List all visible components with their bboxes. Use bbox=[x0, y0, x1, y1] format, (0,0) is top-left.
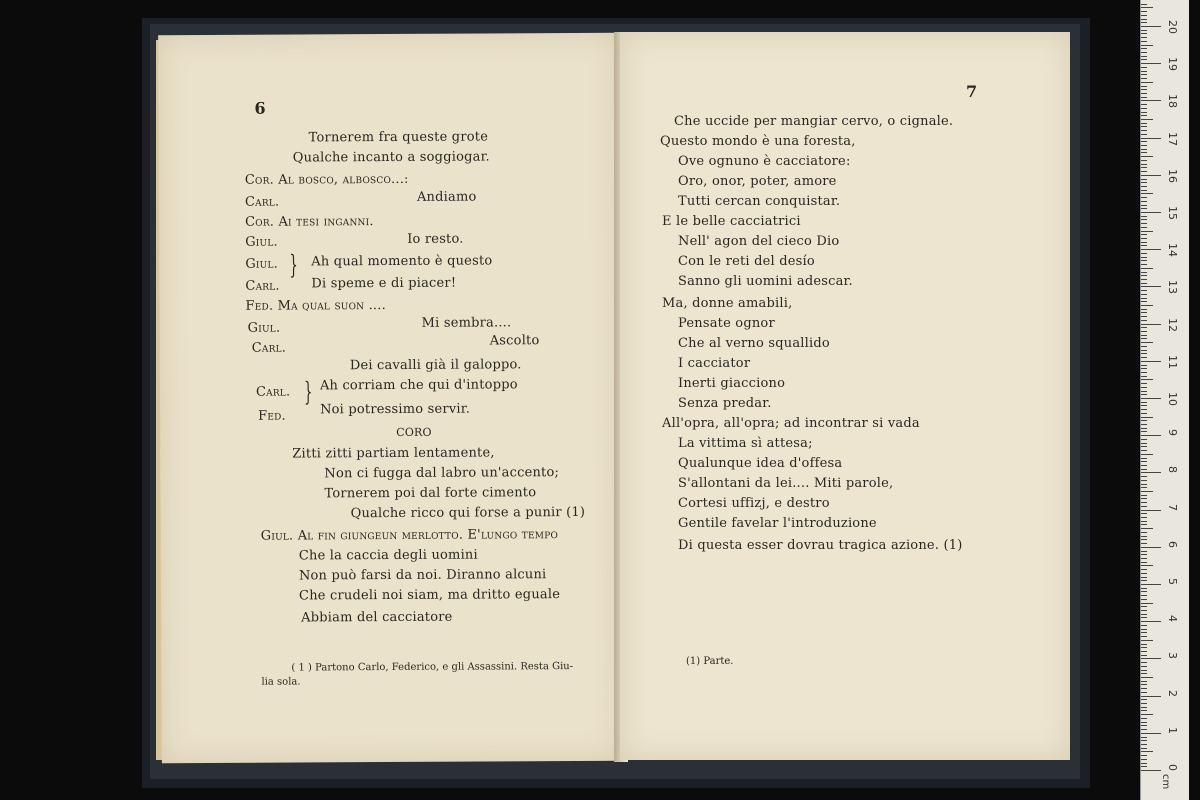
speaker-line: Cor. Al bosco, albosco...: bbox=[244, 171, 409, 188]
verse-line: Ascolto bbox=[489, 333, 540, 349]
verse-line: Cortesi uffizj, e destro bbox=[678, 496, 830, 511]
ruler-tick bbox=[1141, 673, 1147, 674]
ruler-tick bbox=[1141, 551, 1147, 552]
ruler-tick bbox=[1141, 439, 1147, 440]
ruler-tick bbox=[1141, 223, 1147, 224]
ruler-tick bbox=[1141, 640, 1153, 641]
ruler-tick bbox=[1141, 93, 1147, 94]
ruler-tick bbox=[1141, 684, 1147, 685]
ruler-tick bbox=[1141, 320, 1147, 321]
ruler-tick bbox=[1141, 59, 1147, 60]
ruler-tick bbox=[1141, 703, 1147, 704]
ruler-tick bbox=[1141, 521, 1147, 522]
ruler-tick bbox=[1141, 186, 1147, 187]
ruler-tick bbox=[1141, 257, 1147, 258]
ruler-tick bbox=[1141, 677, 1153, 678]
verse-line: Nell' agon del cieco Dio bbox=[678, 234, 840, 249]
verse-line: Che crudeli noi siam, ma dritto eguale bbox=[298, 587, 561, 604]
ruler-tick bbox=[1141, 595, 1147, 596]
verse-line: Qualche ricco qui forse a punir (1) bbox=[350, 504, 586, 522]
ruler-tick bbox=[1141, 647, 1147, 648]
ruler-tick bbox=[1141, 283, 1147, 284]
ruler-tick bbox=[1141, 201, 1147, 202]
ruler-tick bbox=[1141, 517, 1147, 518]
chorus-heading: CORO bbox=[396, 425, 432, 439]
ruler-number: 9 bbox=[1166, 429, 1179, 437]
ruler-tick bbox=[1141, 424, 1147, 425]
ruler-tick bbox=[1141, 584, 1161, 585]
ruler-tick bbox=[1141, 591, 1147, 592]
ruler-tick bbox=[1141, 272, 1147, 273]
ruler-tick bbox=[1141, 279, 1147, 280]
ruler-tick bbox=[1141, 670, 1147, 671]
ruler-tick bbox=[1141, 644, 1147, 645]
ruler-tick bbox=[1141, 123, 1147, 124]
ruler-tick bbox=[1141, 688, 1147, 689]
verse-line: Sanno gli uomini adescar. bbox=[678, 274, 853, 289]
ruler-tick bbox=[1141, 346, 1147, 347]
ruler-tick bbox=[1141, 435, 1161, 436]
ruler-number: 20 bbox=[1166, 20, 1179, 34]
ruler-tick bbox=[1141, 510, 1161, 511]
ruler-tick bbox=[1141, 108, 1147, 109]
ruler-tick bbox=[1141, 651, 1147, 652]
verse-line: S'allontani da lei.... Miti parole, bbox=[678, 476, 894, 491]
verse-line: Mi sembra.... bbox=[421, 315, 512, 331]
verse-line: Tornerem fra queste grote bbox=[308, 129, 489, 146]
ruler-tick bbox=[1141, 454, 1153, 455]
ruler-tick bbox=[1141, 696, 1161, 697]
ruler-tick bbox=[1141, 402, 1147, 403]
ruler-tick bbox=[1141, 759, 1147, 760]
ruler-tick bbox=[1141, 610, 1147, 611]
verse-line: Qualunque idea d'offesa bbox=[678, 456, 843, 471]
ruler-tick bbox=[1141, 748, 1147, 749]
ruler-number: 1 bbox=[1166, 726, 1179, 734]
ruler-tick bbox=[1141, 547, 1161, 548]
ruler-tick bbox=[1141, 71, 1147, 72]
ruler-tick bbox=[1141, 22, 1147, 23]
ruler-tick bbox=[1141, 33, 1147, 34]
ruler-number: 6 bbox=[1166, 540, 1179, 548]
ruler-tick bbox=[1141, 97, 1147, 98]
ruler-tick bbox=[1141, 171, 1147, 172]
ruler-tick bbox=[1141, 160, 1147, 161]
ruler-tick bbox=[1141, 167, 1147, 168]
verse-line: Tutti cercan conquistar. bbox=[678, 194, 841, 209]
ruler-tick bbox=[1141, 725, 1147, 726]
ruler-tick bbox=[1141, 539, 1147, 540]
ruler-tick bbox=[1141, 74, 1147, 75]
ruler-tick bbox=[1141, 208, 1147, 209]
ruler-tick bbox=[1141, 543, 1147, 544]
ruler-number: 3 bbox=[1166, 652, 1179, 660]
ruler-tick bbox=[1141, 569, 1147, 570]
ruler-tick bbox=[1141, 30, 1147, 31]
ruler-tick bbox=[1141, 532, 1147, 533]
ruler-tick bbox=[1141, 216, 1147, 217]
verse-line: Andiamo bbox=[416, 189, 477, 205]
ruler-tick bbox=[1141, 331, 1147, 332]
ruler-tick bbox=[1141, 461, 1147, 462]
ruler-tick bbox=[1141, 506, 1147, 507]
ruler-tick bbox=[1141, 565, 1153, 566]
verse-line: Qualche incanto a soggiogar. bbox=[292, 149, 490, 166]
verse-line: Noi potressimo servir. bbox=[320, 401, 471, 418]
ruler-tick bbox=[1141, 368, 1147, 369]
ruler-number: 8 bbox=[1166, 466, 1179, 474]
verse-line: Zitti zitti partiam lentamente, bbox=[292, 445, 495, 462]
ruler-tick bbox=[1141, 301, 1147, 302]
ruler-number: 12 bbox=[1166, 317, 1179, 332]
ruler-tick bbox=[1141, 41, 1147, 42]
ruler-tick bbox=[1141, 495, 1147, 496]
ruler-number: 14 bbox=[1166, 243, 1179, 258]
speaker-line: Giul. Al fin giungeun merlotto. E'lungo tempo bbox=[260, 527, 559, 544]
ruler-tick bbox=[1141, 298, 1147, 299]
page-number: 7 bbox=[966, 82, 978, 101]
ruler-tick bbox=[1141, 394, 1147, 395]
ruler-tick bbox=[1141, 312, 1147, 313]
ruler-tick bbox=[1141, 528, 1153, 529]
ruler-tick bbox=[1141, 398, 1161, 399]
ruler-tick bbox=[1141, 636, 1147, 637]
ruler-tick bbox=[1141, 231, 1153, 232]
ruler-tick bbox=[1141, 104, 1147, 105]
verse-line: Tornerem poi dal forte cimento bbox=[324, 485, 537, 502]
ruler-tick bbox=[1141, 234, 1147, 235]
verse-line: Io resto. bbox=[407, 231, 464, 247]
ruler-tick bbox=[1141, 603, 1153, 604]
ruler-tick bbox=[1141, 86, 1147, 87]
verse-line: La vittima sì attesa; bbox=[678, 436, 813, 451]
ruler-tick bbox=[1141, 562, 1147, 563]
ruler-tick bbox=[1141, 431, 1147, 432]
ruler-tick bbox=[1141, 465, 1147, 466]
ruler-tick bbox=[1141, 260, 1147, 261]
ruler-tick bbox=[1141, 744, 1147, 745]
ruler-tick bbox=[1141, 152, 1147, 153]
ruler-tick bbox=[1141, 335, 1147, 336]
ruler-tick bbox=[1141, 11, 1147, 12]
ruler-tick bbox=[1141, 338, 1147, 339]
ruler-tick bbox=[1141, 238, 1147, 239]
verse-line: Ma, donne amabili, bbox=[662, 296, 793, 311]
speaker-name: Carl. bbox=[244, 194, 280, 210]
verse-line: Ah qual momento è questo bbox=[311, 253, 493, 270]
ruler-tick bbox=[1141, 294, 1147, 295]
verse-line: Ove ognuno è cacciatore: bbox=[678, 154, 851, 169]
ruler-tick bbox=[1141, 253, 1147, 254]
ruler-tick bbox=[1141, 655, 1147, 656]
ruler-tick bbox=[1141, 502, 1147, 503]
ruler-tick bbox=[1141, 387, 1147, 388]
ruler-tick bbox=[1141, 268, 1153, 269]
ruler-tick bbox=[1141, 491, 1153, 492]
verse-line: Pensate ognor bbox=[678, 316, 775, 331]
ruler-tick bbox=[1141, 193, 1153, 194]
speaker-name: Carl. bbox=[245, 278, 280, 294]
ruler-tick bbox=[1141, 212, 1161, 213]
ruler-tick bbox=[1141, 290, 1147, 291]
ruler-tick bbox=[1141, 327, 1147, 328]
verse-line: Con le reti del desío bbox=[678, 254, 815, 269]
ruler-number: 2 bbox=[1166, 689, 1179, 697]
ruler-tick bbox=[1141, 350, 1147, 351]
ruler-tick bbox=[1141, 205, 1147, 206]
ruler-tick bbox=[1141, 134, 1147, 135]
brace-mark: } bbox=[304, 377, 313, 408]
ruler-tick bbox=[1141, 658, 1161, 659]
ruler-tick bbox=[1141, 305, 1153, 306]
speaker-name: Carl. bbox=[251, 340, 287, 356]
ruler-tick bbox=[1141, 37, 1147, 38]
ruler-tick bbox=[1141, 409, 1147, 410]
ruler-tick bbox=[1141, 48, 1147, 49]
ruler-tick bbox=[1141, 264, 1147, 265]
ruler-tick bbox=[1141, 710, 1147, 711]
ruler-tick bbox=[1141, 383, 1147, 384]
ruler-tick bbox=[1141, 138, 1161, 139]
ruler-tick bbox=[1141, 681, 1147, 682]
ruler-tick bbox=[1141, 729, 1147, 730]
ruler-tick bbox=[1141, 722, 1147, 723]
verse-line: Questo mondo è una foresta, bbox=[660, 134, 856, 149]
ruler-tick bbox=[1141, 156, 1153, 157]
ruler-tick bbox=[1141, 513, 1147, 514]
left-page bbox=[158, 33, 622, 763]
speaker-name: Giul. bbox=[245, 234, 278, 250]
verse-line: E le belle cacciatrici bbox=[662, 214, 801, 229]
ruler-tick bbox=[1141, 376, 1147, 377]
ruler-tick bbox=[1141, 164, 1147, 165]
ruler-tick bbox=[1141, 707, 1147, 708]
ruler-tick bbox=[1141, 405, 1147, 406]
ruler-tick bbox=[1141, 766, 1147, 767]
ruler-tick bbox=[1141, 629, 1147, 630]
ruler-tick bbox=[1141, 175, 1161, 176]
ruler-tick bbox=[1141, 487, 1147, 488]
ruler-tick bbox=[1141, 443, 1147, 444]
ruler-tick bbox=[1141, 458, 1147, 459]
ruler-tick bbox=[1141, 286, 1161, 287]
ruler-tick bbox=[1141, 733, 1161, 734]
measurement-ruler bbox=[1140, 0, 1189, 800]
footnote: (1) Parte. bbox=[686, 656, 734, 667]
ruler-tick bbox=[1141, 417, 1153, 418]
ruler-tick bbox=[1141, 316, 1147, 317]
ruler-tick bbox=[1141, 275, 1147, 276]
ruler-tick bbox=[1141, 484, 1147, 485]
ruler-tick bbox=[1141, 391, 1147, 392]
ruler-tick bbox=[1141, 599, 1147, 600]
ruler-tick bbox=[1141, 179, 1147, 180]
ruler-tick bbox=[1141, 119, 1153, 120]
ruler-tick bbox=[1141, 692, 1147, 693]
footnote: lia sola. bbox=[261, 676, 301, 688]
ruler-tick bbox=[1141, 718, 1147, 719]
verse-line: Senza predar. bbox=[678, 396, 772, 411]
ruler-tick bbox=[1141, 4, 1147, 5]
verse-line: Oro, onor, poter, amore bbox=[678, 174, 837, 189]
ruler-tick bbox=[1141, 577, 1147, 578]
speaker-line: Cor. Ai tesi inganni. bbox=[245, 214, 374, 230]
ruler-tick bbox=[1141, 420, 1147, 421]
ruler-tick bbox=[1141, 227, 1147, 228]
ruler-tick bbox=[1141, 580, 1147, 581]
ruler-tick bbox=[1141, 149, 1147, 150]
ruler-tick bbox=[1141, 755, 1147, 756]
ruler-tick bbox=[1141, 372, 1147, 373]
verse-line: Abbiam del cacciatore bbox=[301, 609, 453, 626]
ruler-tick bbox=[1141, 190, 1147, 191]
ruler-tick bbox=[1141, 770, 1161, 771]
ruler-number: 4 bbox=[1166, 615, 1179, 623]
speaker-name: Carl. bbox=[255, 384, 291, 400]
brace-mark: } bbox=[289, 250, 298, 281]
ruler-tick bbox=[1141, 476, 1147, 477]
ruler-tick bbox=[1141, 145, 1147, 146]
ruler-tick bbox=[1141, 130, 1147, 131]
ruler-tick bbox=[1141, 714, 1153, 715]
verse-line: Dei cavalli già il galoppo. bbox=[349, 357, 522, 374]
ruler-tick bbox=[1141, 26, 1161, 27]
ruler-tick bbox=[1141, 751, 1153, 752]
ruler-tick bbox=[1141, 126, 1147, 127]
ruler-tick bbox=[1141, 7, 1153, 8]
ruler-tick bbox=[1141, 699, 1147, 700]
ruler-tick bbox=[1141, 558, 1147, 559]
ruler-number: 10 bbox=[1166, 392, 1179, 406]
verse-line: I cacciator bbox=[678, 356, 751, 371]
ruler-number: 18 bbox=[1166, 94, 1179, 109]
ruler-tick bbox=[1141, 588, 1147, 589]
ruler-tick bbox=[1141, 242, 1147, 243]
verse-line: Inerti giacciono bbox=[678, 376, 786, 391]
verse-line: Ah corriam che qui d'intoppo bbox=[319, 377, 518, 394]
speaker-name: Giul. bbox=[245, 256, 278, 272]
ruler-tick bbox=[1141, 740, 1147, 741]
ruler-tick bbox=[1141, 19, 1147, 20]
ruler-tick bbox=[1141, 498, 1147, 499]
verse-line: Che la caccia degli uomini bbox=[298, 547, 478, 564]
ruler-tick bbox=[1141, 666, 1147, 667]
ruler-number: 17 bbox=[1166, 131, 1179, 146]
ruler-tick bbox=[1141, 245, 1147, 246]
ruler-number: 15 bbox=[1166, 206, 1179, 220]
ruler-tick bbox=[1141, 413, 1147, 414]
verse-line: Di questa esser dovrau tragica azione. (1) bbox=[678, 538, 963, 553]
ruler-number: 19 bbox=[1166, 57, 1179, 72]
verse-line: All'opra, all'opra; ad incontrar si vada bbox=[662, 416, 920, 431]
ruler-tick bbox=[1141, 78, 1147, 79]
ruler-tick bbox=[1141, 625, 1147, 626]
ruler-tick bbox=[1141, 219, 1147, 220]
ruler-tick bbox=[1141, 763, 1147, 764]
ruler-tick bbox=[1141, 197, 1147, 198]
footnote: ( 1 ) Partono Carlo, Federico, e gli Assassini. Resta Giu- bbox=[291, 661, 574, 674]
ruler-tick bbox=[1141, 524, 1147, 525]
ruler-tick bbox=[1141, 662, 1147, 663]
ruler-tick bbox=[1141, 63, 1161, 64]
ruler-tick bbox=[1141, 342, 1153, 343]
ruler-tick bbox=[1141, 82, 1153, 83]
verse-line: Che al verno squallido bbox=[678, 336, 830, 351]
ruler-tick bbox=[1141, 379, 1153, 380]
ruler-number: 16 bbox=[1166, 168, 1179, 183]
ruler-tick bbox=[1141, 469, 1147, 470]
ruler-tick bbox=[1141, 573, 1147, 574]
ruler-tick bbox=[1141, 450, 1147, 451]
page-number: 6 bbox=[254, 98, 266, 118]
ruler-number: 0 bbox=[1166, 764, 1179, 771]
ruler-tick bbox=[1141, 472, 1161, 473]
speaker-name: Fed. bbox=[258, 408, 286, 424]
ruler-tick bbox=[1141, 357, 1147, 358]
ruler-tick bbox=[1141, 428, 1147, 429]
ruler-tick bbox=[1141, 115, 1147, 116]
ruler-tick bbox=[1141, 249, 1161, 250]
ruler-number: 11 bbox=[1166, 354, 1179, 369]
ruler-tick bbox=[1141, 100, 1161, 101]
ruler-tick bbox=[1141, 56, 1147, 57]
right-page bbox=[620, 32, 1070, 760]
ruler-tick bbox=[1141, 554, 1147, 555]
ruler-tick bbox=[1141, 632, 1147, 633]
ruler-tick bbox=[1141, 617, 1147, 618]
verse-line: Gentile favelar l'introduzione bbox=[678, 516, 877, 531]
ruler-unit-label: cm bbox=[1160, 774, 1171, 790]
ruler-tick bbox=[1141, 621, 1161, 622]
ruler-tick bbox=[1141, 112, 1147, 113]
verse-line: Non ci fugga dal labro un'accento; bbox=[324, 465, 560, 482]
ruler-tick bbox=[1141, 361, 1161, 362]
speaker-name: Giul. bbox=[247, 320, 281, 336]
ruler-tick bbox=[1141, 182, 1147, 183]
ruler-tick bbox=[1141, 606, 1147, 607]
speaker-line: Fed. Ma qual suon .... bbox=[245, 298, 386, 314]
ruler-number: 5 bbox=[1166, 578, 1179, 585]
ruler-tick bbox=[1141, 737, 1147, 738]
ruler-number: 13 bbox=[1166, 280, 1179, 295]
ruler-tick bbox=[1141, 614, 1147, 615]
ruler-tick bbox=[1141, 52, 1147, 53]
ruler-tick bbox=[1141, 324, 1161, 325]
ruler-number: 7 bbox=[1166, 503, 1179, 511]
verse-line: Di speme e di piacer! bbox=[311, 275, 457, 292]
ruler-tick bbox=[1141, 15, 1147, 16]
ruler-tick bbox=[1141, 89, 1147, 90]
ruler-tick bbox=[1141, 480, 1147, 481]
ruler-tick bbox=[1141, 45, 1153, 46]
ruler-tick bbox=[1141, 353, 1147, 354]
ruler-tick bbox=[1141, 446, 1147, 447]
ruler-tick bbox=[1141, 536, 1147, 537]
verse-line: Che uccide per mangiar cervo, o cignale. bbox=[674, 114, 954, 129]
ruler-tick bbox=[1141, 365, 1147, 366]
verse-line: Non può farsi da noi. Diranno alcuni bbox=[298, 567, 547, 584]
ruler-tick bbox=[1141, 141, 1147, 142]
ruler-tick bbox=[1141, 309, 1147, 310]
ruler-tick bbox=[1141, 67, 1147, 68]
